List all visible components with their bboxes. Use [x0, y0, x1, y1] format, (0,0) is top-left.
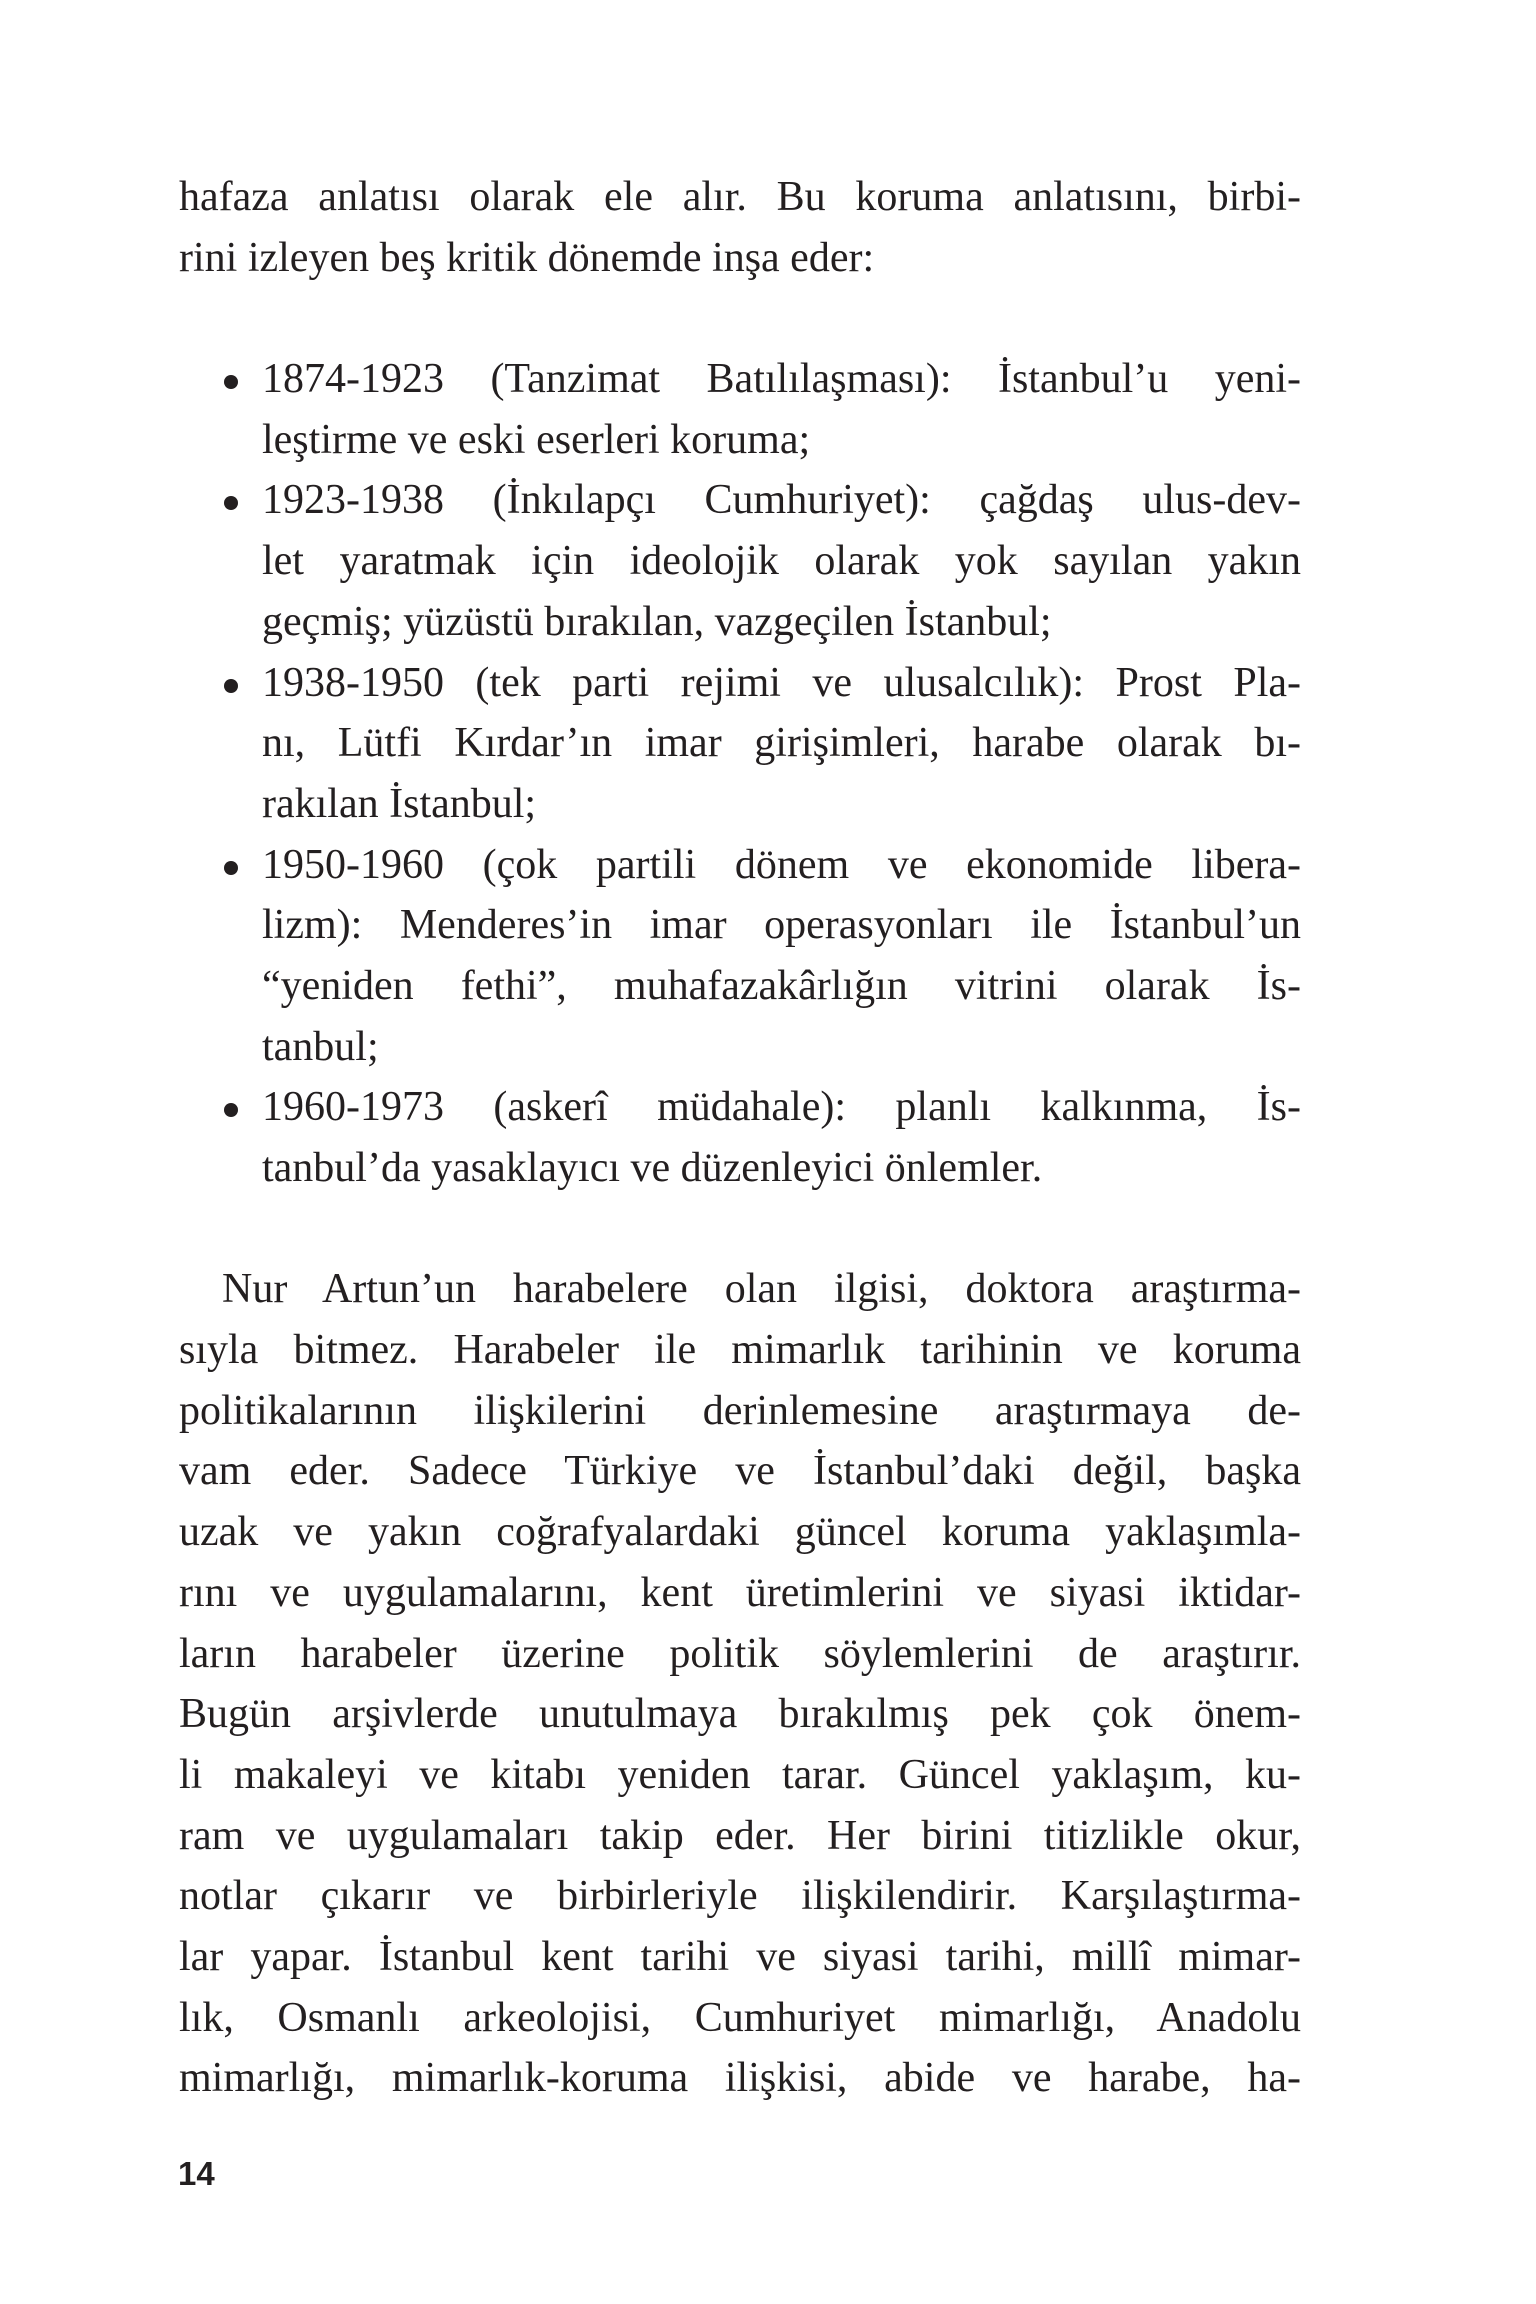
paragraph-line — [179, 1320, 1301, 1381]
line-text: 1923-1938 (İnkılapçı Cumhuriyet): çağdaş ulus-dev- — [262, 477, 1301, 524]
body-paragraph — [179, 1259, 1301, 2109]
page-text — [179, 167, 1301, 2109]
line-text: “yeniden fethi”, muhafazakârlığın vitrini olarak İs- — [262, 962, 1301, 1009]
line-text: let yaratmak için ideolojik olarak yok sayılan yakın — [262, 538, 1301, 585]
line-text: leştirme ve eski eserleri koruma; — [262, 416, 811, 463]
paragraph-line — [179, 1441, 1301, 1502]
line-text: rını ve uygulamalarını, kent üretimlerini ve siyasi iktidar- — [179, 1569, 1301, 1616]
line-text: tanbul’da yasaklayıcı ve düzenleyici önlemler. — [262, 1145, 1043, 1191]
list-item-line — [179, 592, 1301, 653]
line-text: 1874-1923 (Tanzimat Batılılaşması): İstanbul’u yeni- — [262, 356, 1301, 403]
list-item-line — [179, 653, 1301, 714]
line-text: mimarlığı, mimarlık-koruma ilişkisi, abide ve harabe, ha- — [179, 2055, 1301, 2102]
bullet-icon — [224, 375, 238, 389]
list-item-line — [179, 410, 1301, 471]
list-item-line — [179, 1077, 1301, 1138]
line-text: Nur Artun’un harabelere olan ilgisi, doktora araştırma- — [222, 1266, 1301, 1313]
bullet-icon — [224, 679, 238, 693]
blank-line — [179, 288, 1301, 349]
paragraph-line — [179, 1866, 1301, 1927]
line-text: vam eder. Sadece Türkiye ve İstanbul’daki değil, başka — [179, 1448, 1301, 1495]
line-text: 1950-1960 (çok partili dönem ve ekonomide libera- — [262, 841, 1301, 888]
list-item-line — [179, 774, 1301, 835]
paragraph-line — [179, 1684, 1301, 1745]
intro-line — [179, 228, 1301, 289]
line-text: rakılan İstanbul; — [262, 780, 537, 827]
paragraph-line — [179, 1806, 1301, 1867]
period-list-item — [179, 1077, 1301, 1198]
bullet-icon — [224, 1103, 238, 1117]
intro-line — [179, 167, 1301, 228]
list-item-line — [179, 531, 1301, 592]
page-number: 14 — [178, 2155, 215, 2192]
paragraph-line — [179, 1927, 1301, 1988]
line-text: ram ve uygulamaları takip eder. Her birini titizlikle okur, — [179, 1812, 1301, 1859]
list-item-line — [179, 713, 1301, 774]
paragraph-line — [179, 1381, 1301, 1442]
line-text: 1960-1973 (askerî müdahale): planlı kalkınma, İs- — [262, 1084, 1301, 1131]
period-list-item — [179, 653, 1301, 835]
line-text: nı, Lütfi Kırdar’ın imar girişimleri, harabe olarak bı- — [262, 720, 1301, 767]
period-list — [179, 349, 1301, 1199]
bullet-icon — [224, 496, 238, 510]
paragraph-line — [179, 2048, 1301, 2109]
line-text: 1938-1950 (tek parti rejimi ve ulusalcılık): Prost Pla- — [262, 659, 1301, 706]
line-text: politikalarının ilişkilerini derinlemesine araştırmaya de- — [179, 1387, 1301, 1434]
line-text: geçmiş; yüzüstü bırakılan, vazgeçilen İstanbul; — [262, 598, 1052, 645]
line-text: ların harabeler üzerine politik söylemlerini de araştırır. — [179, 1630, 1301, 1677]
paragraph-line — [179, 1502, 1301, 1563]
list-item-line — [179, 470, 1301, 531]
paragraph-line — [179, 1988, 1301, 2049]
list-item-line — [179, 956, 1301, 1017]
line-text: Bugün arşivlerde unutulmaya bırakılmış pek çok önem- — [179, 1691, 1301, 1738]
list-item-line — [179, 835, 1301, 896]
line-text: uzak ve yakın coğrafyalardaki güncel koruma yaklaşımla- — [179, 1509, 1301, 1556]
blank-line — [179, 1199, 1301, 1260]
paragraph-line — [179, 1259, 1301, 1320]
line-text: rini izleyen beş kritik dönemde inşa eder: — [179, 234, 875, 281]
list-item-line — [179, 1017, 1301, 1078]
line-text: hafaza anlatısı olarak ele alır. Bu koruma anlatısını, birbi- — [179, 174, 1301, 220]
period-list-item — [179, 835, 1301, 1078]
bullet-icon — [224, 861, 238, 875]
paragraph-line — [179, 1745, 1301, 1806]
list-item-line — [179, 1138, 1301, 1199]
line-text: lizm): Menderes’in imar operasyonları ile İstanbul’un — [262, 902, 1301, 949]
list-item-line — [179, 349, 1301, 410]
line-text: tanbul; — [262, 1023, 379, 1070]
list-item-line — [179, 895, 1301, 956]
line-text: sıyla bitmez. Harabeler ile mimarlık tarihinin ve koruma — [179, 1327, 1301, 1374]
line-text: li makaleyi ve kitabı yeniden tarar. Güncel yaklaşım, ku- — [179, 1751, 1301, 1798]
intro-paragraph — [179, 167, 1301, 288]
line-text: lık, Osmanlı arkeolojisi, Cumhuriyet mimarlığı, Anadolu — [179, 1994, 1301, 2041]
period-list-item — [179, 470, 1301, 652]
paragraph-line — [179, 1563, 1301, 1624]
line-text: notlar çıkarır ve birbirleriyle ilişkilendirir. Karşılaştırma- — [179, 1873, 1301, 1920]
line-text: lar yapar. İstanbul kent tarihi ve siyasi tarihi, millî mimar- — [179, 1933, 1301, 1980]
period-list-item — [179, 349, 1301, 470]
paragraph-line — [179, 1624, 1301, 1685]
